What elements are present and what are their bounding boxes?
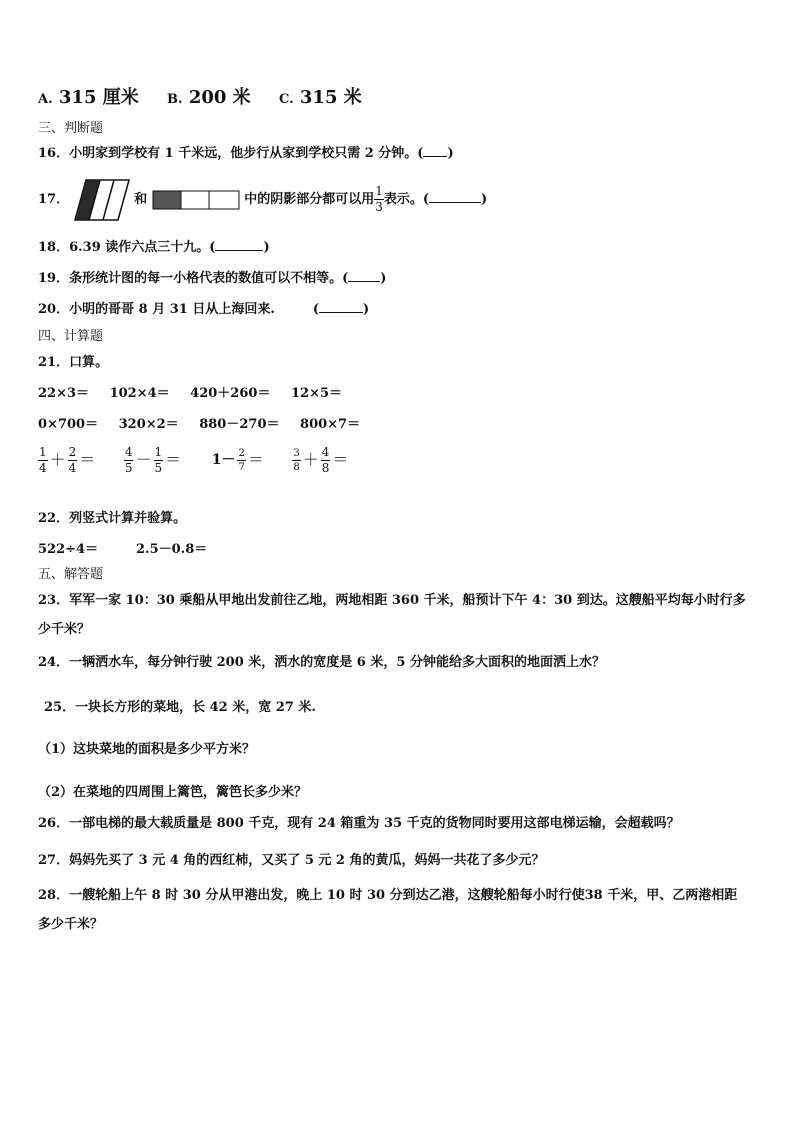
operator: － [135,450,152,469]
question-number: 21． [38,355,70,370]
paren-close: ) [447,146,454,161]
question-28 [38,888,737,904]
option-b-value: 200 米 [188,87,251,108]
paren-close: ) [481,192,488,207]
paren-close: ) [363,302,370,317]
question-21 [38,355,108,371]
equals-sign: ＝ [332,450,349,469]
option-c[interactable] [279,87,362,111]
fraction-denominator: 5 [124,460,133,475]
question-text: 条形统计图的每一小格代表的数值可以不相等。( [69,271,349,286]
fraction-numerator: 2 [238,447,245,459]
question-text-b: 表示。( [383,192,430,207]
equals-sign: ＝ [165,450,182,469]
question-number: 18． [38,240,70,255]
fraction-numerator: 4 [321,444,330,459]
paren-close: ) [263,240,270,255]
question-text: 一辆洒水车，每分钟行驶 200 米，洒水的宽度是 6 米，5 分钟能给多大面积的地面洒上水？ [69,655,605,670]
question-text: 一艘轮船上午 8 时 30 分从甲港出发，晚上 10 时 30 分到达乙港，这艘轮船每小时行使38 千米，甲、乙两港相距 [69,888,738,903]
and-word: 和 [134,192,148,207]
question-number: 16． [38,146,70,161]
fraction-numerator: 1 [375,184,383,198]
question-number: 26． [38,816,70,831]
question-27 [38,853,544,869]
fraction-denominator: 8 [321,460,330,475]
fraction-numerator: 1 [154,444,163,459]
oral-calc-row-1 [38,386,358,402]
section-heading-calc: 四、计算题 [38,329,104,344]
question-number: 25． [44,700,76,715]
oral-calc-item: 102×4＝ [109,386,170,401]
question-number: 28． [38,888,70,903]
question-24 [38,655,605,671]
question-number: 24． [38,655,70,670]
fraction-numerator: 4 [124,444,133,459]
option-b[interactable] [167,87,251,111]
answer-blank[interactable] [423,146,447,157]
question-18 [38,240,270,256]
parallelogram-figure [74,179,130,221]
question-22 [38,511,186,527]
answer-blank[interactable] [429,192,481,203]
question-19 [38,271,386,287]
question-23-continued: 少千米？ [38,622,91,637]
oral-calc-item: 420＋260＝ [190,386,271,401]
oral-calc-item: 320×2＝ [118,417,179,432]
oral-calc-row-2 [38,417,376,433]
question-text: 一块长方形的菜地，长 42 米，宽 27 米. [75,700,316,715]
vertical-calc-item: 522÷4＝ [38,542,99,557]
question-text: 军军一家 10：30 乘船从甲地出发前往乙地，两地相距 360 千米，船预计下午 4：30 到达。这艘船平均每小时行多 [69,593,746,608]
oral-calc-item: 0×700＝ [38,417,99,432]
vertical-calc-row [38,542,207,558]
question-number: 27． [38,853,70,868]
fraction-denominator: 5 [154,460,163,475]
fraction-calc-row [38,440,372,480]
whole-number: 1－ [211,452,236,468]
fraction-denominator: 4 [68,460,77,475]
answer-blank[interactable] [215,240,263,251]
section-heading-solve: 五、解答题 [38,567,104,582]
oral-calc-item: 880－270＝ [199,417,280,432]
fraction-one-third [374,185,384,214]
question-text: 小明家到学校有 1 千米远，他步行从家到学校只需 2 分钟。( [69,146,424,161]
question-20 [38,302,369,318]
fraction-denominator: 8 [293,461,300,473]
rectangle-figure [152,190,240,210]
option-a-value: 315 厘米 [58,87,139,108]
question-17 [38,178,487,222]
question-28-continued: 多少千米？ [38,917,104,932]
question-25-sub-1: （1）这块菜地的面积是多少平方米？ [38,742,256,757]
option-c-label: C. [278,92,294,107]
fraction-expression [210,440,266,481]
oral-calc-item: 22×3＝ [38,386,90,401]
fraction-expression [292,440,350,481]
fraction-denominator: 3 [375,200,383,214]
vertical-calc-item: 2.5－0.8＝ [136,542,208,557]
equals-sign: ＝ [79,450,96,469]
question-text: 6.39 读作六点三十九。( [69,240,216,255]
fraction-denominator: 7 [238,461,245,473]
option-a[interactable] [38,87,139,111]
equals-sign: ＝ [247,450,264,469]
operator: ＋ [302,450,319,469]
question-23 [38,593,746,609]
fraction-denominator: 4 [39,460,47,475]
question-text: 小明的哥哥 8 月 31 日从上海回来. [69,302,275,317]
oral-calc-item: 12×5＝ [290,386,343,401]
fraction-numerator: 2 [68,444,77,459]
question-title: 口算。 [69,355,109,370]
question-number: 19． [38,271,70,286]
question-25 [44,700,316,716]
question-text: 一部电梯的最大载质量是 800 千克，现有 24 箱重为 35 千克的货物同时要用这部电梯运输，会超载吗？ [69,816,680,831]
option-c-value: 315 米 [299,87,362,108]
option-a-label: A. [38,92,53,107]
question-text: 妈妈先买了 3 元 4 角的西红柿，又买了 5 元 2 角的黄瓜，妈妈一共花了多少元？ [69,853,545,868]
answer-blank[interactable] [319,302,363,313]
question-16 [38,146,454,162]
answer-options [38,87,384,111]
question-number: 17． [38,192,70,207]
option-b-label: B. [167,92,183,107]
fraction-expression [124,440,183,481]
question-title: 列竖式计算并验算。 [69,511,187,526]
question-text-a: 中的阴影部分都可以用 [244,192,375,207]
fraction-numerator: 3 [293,447,300,459]
operator: ＋ [49,450,66,469]
fraction-numerator: 1 [39,444,47,459]
fraction-expression [38,440,97,481]
oral-calc-item: 800×7＝ [300,417,361,432]
question-26 [38,816,680,832]
question-25-sub-2: （2）在菜地的四周围上篱笆，篱笆长多少米？ [38,785,308,800]
question-number: 20． [38,302,70,317]
question-number: 23． [38,593,70,608]
answer-blank[interactable] [348,271,380,282]
paren-close: ) [380,271,387,286]
paren-open: ( [312,302,320,317]
question-number: 22． [38,511,70,526]
section-heading-judge: 三、判断题 [38,121,104,136]
